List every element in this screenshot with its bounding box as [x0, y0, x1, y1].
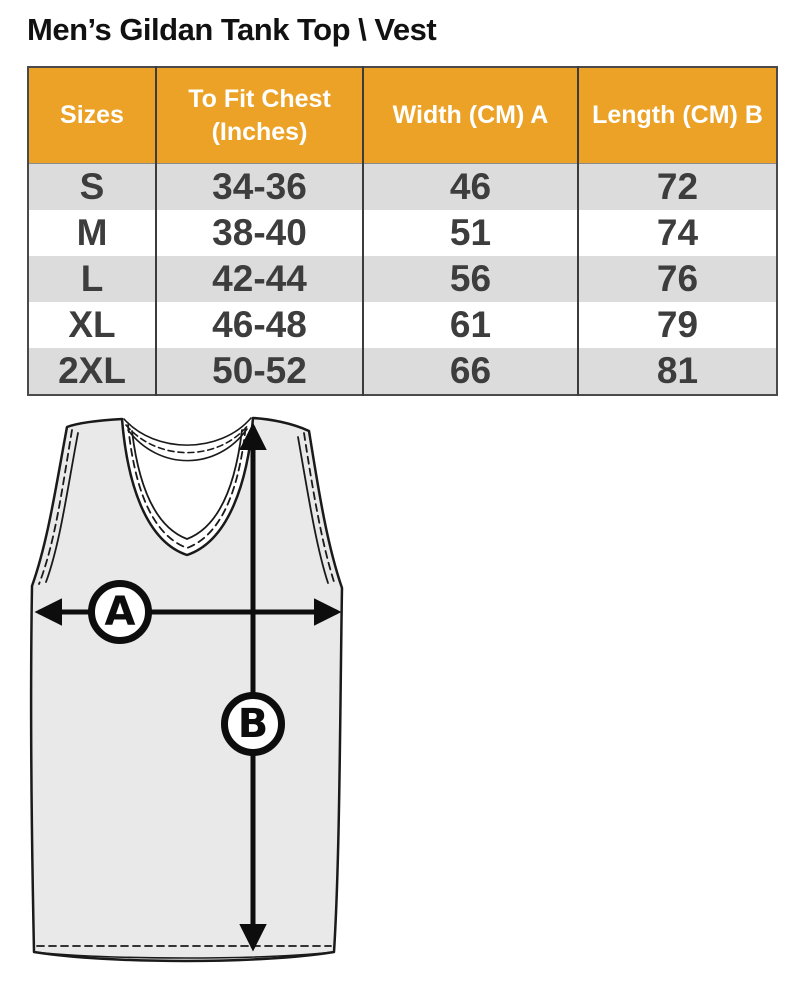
measurement-cell: 72	[578, 164, 777, 211]
tank-top-diagram	[10, 406, 440, 981]
table-row	[28, 302, 777, 348]
column-header-width: Width (CM) A	[363, 67, 578, 164]
header-row	[28, 67, 777, 164]
measurement-cell: 56	[363, 256, 578, 302]
measurement-cell: 76	[578, 256, 777, 302]
measurement-cell: 66	[363, 348, 578, 395]
size-chart-body	[28, 164, 777, 396]
size-cell: L	[80, 258, 104, 299]
measurement-cell: 50-52	[156, 348, 363, 395]
size-cell: M	[76, 212, 108, 253]
measurement-cell: 74	[578, 210, 777, 256]
measurement-cell: 38-40	[156, 210, 363, 256]
size-cell: XL	[68, 304, 116, 345]
tank-top-outline	[31, 418, 342, 961]
column-header-sizes: Sizes	[28, 67, 156, 164]
table-row	[28, 348, 777, 395]
table-row	[28, 210, 777, 256]
table-row	[28, 256, 777, 302]
width-label: A	[104, 589, 136, 635]
measurement-cell: 81	[578, 348, 777, 395]
page-title: Men’s Gildan Tank Top \ Vest	[27, 12, 437, 47]
measurement-cell: 51	[363, 210, 578, 256]
measurement-cell: 42-44	[156, 256, 363, 302]
size-cell: S	[79, 166, 105, 207]
size-cell: 2XL	[58, 350, 126, 391]
measurement-cell: 79	[578, 302, 777, 348]
back-neckline-stitch	[126, 424, 249, 453]
measurement-cell: 46-48	[156, 302, 363, 348]
table-row	[28, 164, 777, 211]
column-header-length: Length (CM) B	[578, 67, 777, 164]
measurement-cell: 34-36	[156, 164, 363, 211]
measurement-cell: 61	[363, 302, 578, 348]
size-chart-table	[27, 66, 778, 396]
length-label: B	[237, 701, 269, 747]
back-neckline-line	[124, 418, 251, 445]
column-header-chest: To Fit Chest (Inches)	[156, 67, 363, 164]
measurement-cell: 46	[363, 164, 578, 211]
size-chart-header	[28, 67, 777, 164]
